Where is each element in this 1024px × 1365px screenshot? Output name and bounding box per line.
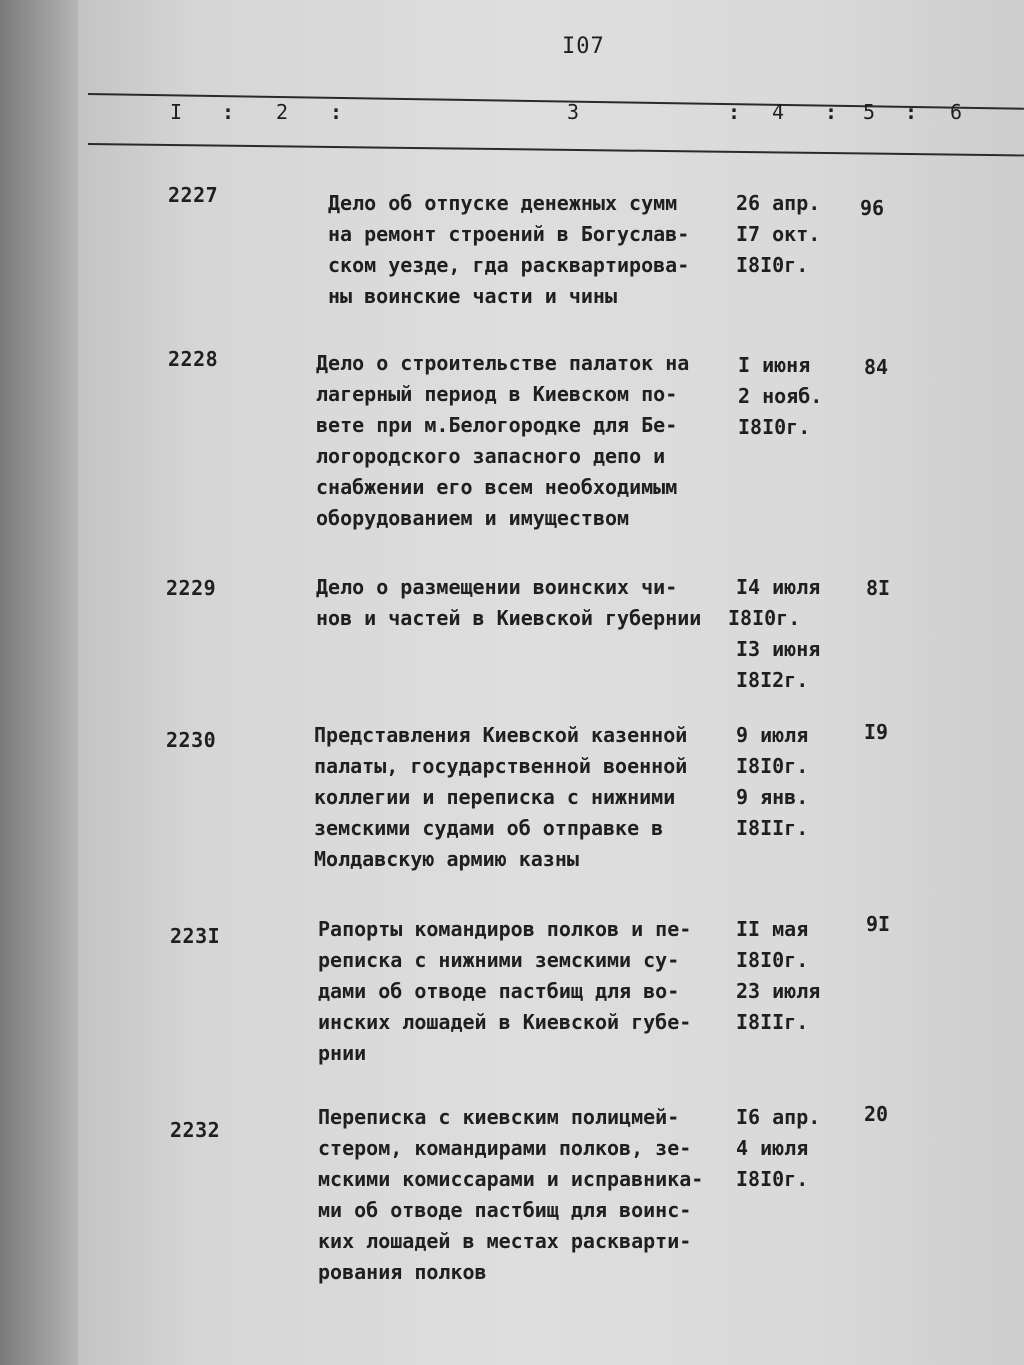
description-line: реписка с нижними земскими су- xyxy=(318,948,680,972)
description-line: инских лошадей в Киевской губе- xyxy=(318,1010,692,1034)
entry-sheet-count: 8I xyxy=(866,576,891,600)
description-line: снабжении его всем необходимым xyxy=(316,475,678,499)
entry-description xyxy=(328,188,689,312)
entry-dates xyxy=(736,720,808,844)
description-line: лагерный период в Киевском по- xyxy=(316,382,678,406)
date-line: I6 апр. xyxy=(736,1105,821,1129)
page-number: I07 xyxy=(562,34,605,59)
description-line: стером, командирами полков, зе- xyxy=(318,1136,692,1160)
date-line: I3 июня xyxy=(736,637,821,661)
date-line: 2 нояб. xyxy=(738,384,823,408)
date-line: I8I0г. xyxy=(736,253,809,277)
description-line: палаты, государственной военной xyxy=(314,754,688,778)
entry-sheet-count: 9I xyxy=(866,912,891,936)
entry-sheet-count: 96 xyxy=(860,196,885,220)
entry-number: 2232 xyxy=(170,1118,221,1142)
column-header-1: I xyxy=(170,100,183,124)
entry-sheet-count: 20 xyxy=(864,1102,889,1126)
column-header-6: 6 xyxy=(950,100,963,124)
date-line: II мая xyxy=(736,917,809,941)
date-line: 4 июля xyxy=(736,1136,809,1160)
description-line: Дело о размещении воинских чи- xyxy=(316,575,678,599)
entry-sheet-count: I9 xyxy=(864,720,889,744)
description-line: оборудованием и имуществом xyxy=(316,506,630,530)
entry-description xyxy=(318,914,691,1069)
date-line: 26 апр. xyxy=(736,191,821,215)
date-line: 23 июля xyxy=(736,979,821,1003)
column-separator: : xyxy=(728,100,741,124)
description-line: ны воинские части и чины xyxy=(328,284,617,308)
entry-dates xyxy=(736,914,820,1038)
entry-number: 2228 xyxy=(168,347,219,371)
description-line: дами об отводе пастбищ для во- xyxy=(318,979,680,1003)
entry-description xyxy=(316,348,689,534)
column-header-4: 4 xyxy=(772,100,785,124)
date-line: I8I0г. xyxy=(736,754,809,778)
entry-description xyxy=(316,572,701,634)
column-separator: : xyxy=(222,100,235,124)
column-header-3: 3 xyxy=(567,100,580,124)
description-line: Переписка с киевским полицмей- xyxy=(318,1105,680,1129)
entry-description xyxy=(314,720,687,875)
date-line: I4 июля xyxy=(736,575,821,599)
description-line: на ремонт строений в Богуслав- xyxy=(328,222,690,246)
column-separator: : xyxy=(825,100,838,124)
description-line: земскими судами об отправке в xyxy=(314,816,664,840)
description-line: Молдавскую армию казны xyxy=(314,847,579,871)
date-line: I8I0г. xyxy=(728,606,801,630)
date-line: I8I2г. xyxy=(736,668,809,692)
entry-number: 2227 xyxy=(168,183,219,207)
column-header-5: 5 xyxy=(863,100,876,124)
description-line: ких лошадей в местах раскварти- xyxy=(318,1229,692,1253)
entry-number: 2230 xyxy=(166,728,217,752)
date-line: I8I0г. xyxy=(738,415,811,439)
column-header-2: 2 xyxy=(276,100,289,124)
column-separator: : xyxy=(905,100,918,124)
header-rule-bottom xyxy=(88,143,1024,156)
description-line: вете при м.Белогородке для Бе- xyxy=(316,413,678,437)
description-line: Дело об отпуске денежных сумм xyxy=(328,191,678,215)
date-line: I8IIг. xyxy=(736,1010,809,1034)
entry-dates xyxy=(738,350,822,443)
date-line: I8I0г. xyxy=(736,1167,809,1191)
entry-description xyxy=(318,1102,703,1288)
date-line: I8IIг. xyxy=(736,816,809,840)
description-line: логородского запасного депо и xyxy=(316,444,666,468)
entry-number: 223I xyxy=(170,924,221,948)
description-line: рнии xyxy=(318,1041,367,1065)
description-line: Рапорты командиров полков и пе- xyxy=(318,917,692,941)
description-line: Представления Киевской казенной xyxy=(314,723,688,747)
column-separator: : xyxy=(330,100,343,124)
description-line: Дело о строительстве палаток на xyxy=(316,351,690,375)
description-line: нов и частей в Киевской губернии xyxy=(316,606,702,630)
entry-dates xyxy=(728,572,821,696)
date-line: I июня xyxy=(738,353,811,377)
description-line: коллегии и переписка с нижними xyxy=(314,785,676,809)
entry-dates xyxy=(736,188,820,281)
date-line: I7 окт. xyxy=(736,222,821,246)
description-line: ском уезде, гда расквартирова- xyxy=(328,253,690,277)
entry-number: 2229 xyxy=(166,576,217,600)
entry-sheet-count: 84 xyxy=(864,355,889,379)
date-line: 9 июля xyxy=(736,723,809,747)
description-line: ми об отводе пастбищ для воинс- xyxy=(318,1198,692,1222)
description-line: рования полков xyxy=(318,1260,487,1284)
date-line: 9 янв. xyxy=(736,785,809,809)
previous-page-edge xyxy=(0,0,78,1365)
entry-dates xyxy=(736,1102,820,1195)
description-line: мскими комиссарами и исправника- xyxy=(318,1167,704,1191)
date-line: I8I0г. xyxy=(736,948,809,972)
